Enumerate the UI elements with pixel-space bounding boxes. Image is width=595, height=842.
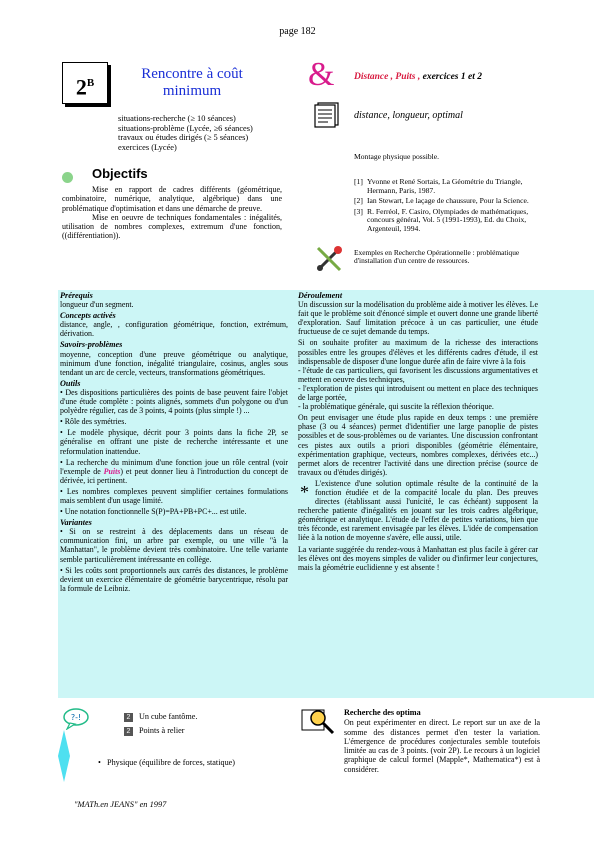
savoirs-heading: Savoirs-problèmes [60,340,123,350]
reference-text: R. Ferréol, F. Casiro, Olympiades de mathématiques, concours général, Vol. 5 (1991-1993), Ed. du Choix, Argenteuil, 1994. [367,206,529,233]
reference-item [354,197,540,206]
search-optima [344,708,540,774]
session-type: travaux ou études dirigés (≥ 5 séances) [118,133,249,143]
magnifier-icon [300,706,336,736]
fiche-badge [62,62,108,104]
outils-item [60,458,288,485]
right-column [298,291,538,574]
subject-exercises: exercices 1 et 2 [420,72,482,82]
prereq-text: longueur d'un segment. [60,300,134,310]
variantes-heading: Variantes [60,518,92,528]
outils-item: • Le modèle physique, décrit pour 3 points dans la fiche 2P, se généralise en offrant une piste de recherche intéressante et une reformulation inattendue. [60,428,288,456]
resource-label: Points à relier [139,726,185,735]
outils-item: • Des dispositions particulières des points de base peuvent faire l'objet d'une étude complète : points alignés, sommets d'un polygone ou d'un polyèdre régulier, cas de 3 points, 4 points (plus simple !) ... [60,387,288,416]
deroulement-paragraph [298,479,538,543]
variante-item: • Si on se restreint à des déplacements dans un réseau de communication fini, un arbre par exemple, ou une ville "à la Manhattan", le problème devient très combinatoire. Une telle variante semble particulièrement intéressante en collège. [60,527,288,564]
badge-number: 2 [75,74,87,100]
ampersand-icon: & [308,56,335,93]
deroulement-paragraph: Si on souhaite profiter au maximum de la richesse des interactions possibles entre les groupes d'élèves et les différents cadres d'étude, il est indispensable de disposer d'une longue durée afin de faire vivre à la fois - l'étude de cas particuliers, qui favorisent les discussions argumentatives et mettent en oeuvre des techniques, - l'exploration de pistes qui introduisent ou mettent en place des techniques de large portée, - la problématique générale, qui suscite la réflexion théorique. [298,338,538,412]
outils-text: ) et peut donner lieu à l'introduction du concept de dérivée, ici pertinent. [60,466,289,485]
objectives-paragraph: Mise en oeuvre de techniques fondamentales : inégalités, utilisation de nombres complexes, extremum d'une fonction, ((différentiation)). [62,212,282,241]
diamond-arrow-icon [58,730,70,782]
outils-item: • Les nombres complexes peuvent simplifier certaines formulations mais semblent d'un usage limité. [60,486,288,505]
session-type: situations-problème (Lycée, ≥6 séances) [118,123,253,133]
resources-list [124,710,197,738]
variante-item: • Si les coûts sont proportionnels aux carrés des distances, le problème devient un exercice élémentaire de géométrie barycentrique, résolu par la formule de Leibniz. [60,565,288,593]
footer-text: "MATh.en JEANS" en 1997 [74,800,167,809]
concepts-text: distance, angle, , configuration géométrique, fonction, extrémum, dérivation. [60,320,288,339]
objectives-heading: Objectifs [92,166,148,181]
references [354,178,540,236]
deroulement-paragraph: Un discussion sur la modélisation du problème aide à motiver les élèves. Le fait que le problème soit d'énoncé simple et ouvert donne une grande liberté d'exploration. Sauf limitation précoce à un cas particulier, une étude fructueuse de ce sujet demande du temps. [298,300,538,337]
related-subjects [354,72,482,82]
resource-item [124,724,197,738]
operational-research-note: Exemples en Recherche Opérationnelle : problématique d'installation d'un centre de ressources. [354,248,520,266]
resource-label: Un cube fantôme. [139,712,198,721]
reference-text: Ian Stewart, Le laçage de chaussure, Pour la Science. [367,196,529,206]
deroulement-heading: Déroulement [298,291,343,300]
session-type: situations-recherche (≥ 10 séances) [118,114,236,123]
subject-topics: Distance , Puits , [354,72,421,82]
outils-item: • Rôle des symétries. [60,417,127,427]
notebook-icon [312,100,342,128]
concepts-heading: Concepts activés [60,311,116,321]
reference-number: [2] [354,196,363,206]
outils-item: • Une notation fonctionnelle S(P)=PA+PB+PC+... est utile. [60,507,247,517]
tools-icon [314,244,344,274]
left-column [60,291,288,595]
reference-item [354,178,540,195]
savoirs-text: moyenne, conception d'une preuve géométrique ou analytique, minimum d'une fonction, inégalité triangulaire, cosinus, angles sous tendant un arc de cercle, vecteurs, transformations géométriques. [60,349,288,377]
outils-text: • La recherche du minimum d'une fonction joue un rôle central (voir l'exemple de [60,457,288,476]
search-text: On peut expérimenter en direct. Le report sur un axe de la somme des distances permet d'en tester la variation. L'émergence de procédures conjecturales semble toutefois limitée au cas de 3 points. (voir 2P). Le recours à un logiciel graphique de calcul formel (Mapple*, Mathematica*) est à considérer. [344,718,540,774]
reference-number: [1] [354,177,363,186]
deroulement-paragraph: On peut envisager une étude plus rapide en deux temps : une première phase (3 ou 4 séances) permet d'identifier une large panoplie de pistes possibles et de sous-problèmes ou de variantes. Une discussion confrontant ces pistes aux outils a priori disponibles (géométrie élémentaire, expérimentation graphique, vecteurs, nombres complexes, dérivées etc...) permet alors de recentrer l'activité dans une direction précise (source de travaux ou d'études dirigés). [298,413,538,477]
session-types [118,114,253,152]
objectives-paragraph: Mise en rapport de cadres différents (géométrique, combinatoire, numérique, analytique, algébrique) dans une problématique d'optimisation et dans une démarche de preuve. [62,185,282,213]
puits-link[interactable]: Puits [103,466,121,476]
session-type: exercices (Lycée) [118,142,177,152]
badge-letter: B [86,77,95,89]
reference-item [354,208,540,234]
keywords: distance, longueur, optimal [354,110,463,121]
physique-label: Physique (équilibre de forces, statique) [107,758,236,767]
page-title: Rencontre à coût minimum [141,66,243,99]
prereq-heading: Prérequis [60,291,93,300]
resource-item [124,710,197,724]
asterisk-icon: * [300,481,309,502]
montage-note: Montage physique possible. [354,152,439,161]
objectives-bullet-icon [62,172,73,183]
page-number: page 182 [279,26,316,37]
speech-bubble-icon [62,708,90,730]
physique-item: • Physique (équilibre de forces, statique) [98,758,236,767]
deroulement-paragraph: La variante suggérée du rendez-vous à Manhattan est plus facile à gérer car les élèves ont des moyens simples de valider ou d'infirmer leur conjectures, mais la géométrie euclidienne y est absente ! [298,544,538,572]
reference-number: [3] [354,206,363,216]
deroulement-text: L'existence d'une solution optimale résulte de la continuité de la fonction étudiée et de la compacité locale du plan. Des preuves directes (établissant aussi l'unicité, le cas échéant) supposent la recherche patiente d'inégalités en jouant sur les trois cadres algébrique, géométrique et analytique. L'étude de l'effet de petites variations, bien que très féconde, est rarement envisagée par les élèves. L'idée de compensation liée à la notion de moyenne s'avère, elle aussi, utile. [298,478,538,543]
search-heading: Recherche des optima [344,708,421,717]
fiche-number-icon: 2 [124,727,133,736]
objectives-text [62,185,282,241]
fiche-number-icon: 2 [124,713,133,722]
outils-heading: Outils [60,378,81,388]
svg-text:?-!: ?-! [70,713,82,722]
reference-text: Yvonne et René Sortais, La Géométrie du Triangle, Hermann, Paris, 1987. [367,177,523,195]
